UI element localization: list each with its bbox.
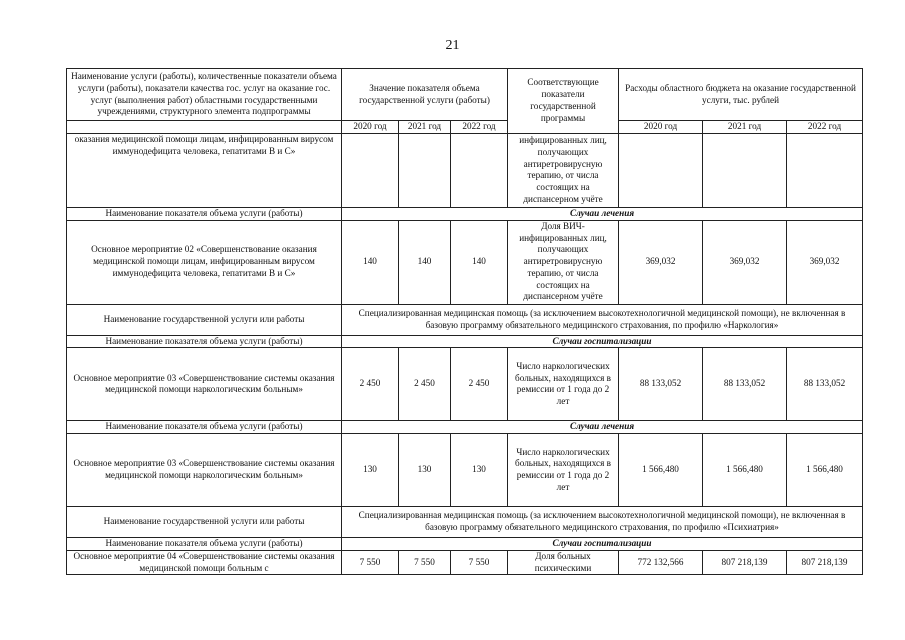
page-number: 21 (445, 38, 460, 53)
row-label: Наименование показателя объема услуги (работы) (67, 538, 342, 551)
value-cell: 88 133,052 (703, 348, 787, 421)
value-cell: 7 550 (451, 550, 508, 575)
service-row (67, 304, 863, 335)
measure-name: оказания медицинской помощи лицам, инфицированным вирусом иммунодефицита человека, гепатитами B и C» (67, 133, 342, 207)
row-label: Наименование государственной услуги или работы (67, 304, 342, 335)
volume-label-row (67, 538, 863, 551)
measure-name: Основное мероприятие 03 «Совершенствование системы оказания медицинской помощи наркологическим больным» (67, 348, 342, 421)
indicator-cell: Число наркологических больных, находящихся в ремиссии от 1 года до 2 лет (508, 434, 619, 507)
value-cell: 1 566,480 (619, 434, 703, 507)
value-cell: 1 566,480 (703, 434, 787, 507)
measure-name: Основное мероприятие 03 «Совершенствование системы оказания медицинской помощи наркологическим больным» (67, 434, 342, 507)
header-year: 2020 год (619, 121, 703, 134)
row-label: Наименование показателя объема услуги (работы) (67, 207, 342, 220)
table-row (67, 550, 863, 575)
header-volume: Значение показателя объема государственной услуги (работы) (342, 69, 508, 121)
indicator-cell: инфицированных лиц, получающих антиретровирусную терапию, от числа состоящих на диспансерном учёте (508, 133, 619, 207)
row-label: Наименование показателя объема услуги (работы) (67, 335, 342, 348)
value-cell: 2 450 (451, 348, 508, 421)
value-cell: 130 (342, 434, 399, 507)
row-label: Наименование показателя объема услуги (работы) (67, 421, 342, 434)
indicator-cell: Доля ВИЧ-инфицированных лиц, получающих антиретровирусную терапию, от числа состоящих на диспансерном учёте (508, 220, 619, 304)
value-cell: 772 132,566 (619, 550, 703, 575)
header-indicators: Соответствующие показатели государственной программы (508, 69, 619, 134)
value-cell (703, 133, 787, 207)
volume-type: Случаи лечения (342, 421, 863, 434)
value-cell: 369,032 (619, 220, 703, 304)
value-cell: 130 (451, 434, 508, 507)
header-service-name: Наименование услуги (работы), количественные показатели объема услуги (работы), показатели качества гос. услуг на оказание гос. услуг (выполнения работ) областными государственными учреждениями, структурного элемента подпрограммы (67, 69, 342, 121)
volume-type: Случаи лечения (342, 207, 863, 220)
row-label: Наименование государственной услуги или работы (67, 507, 342, 538)
indicator-cell: Число наркологических больных, находящихся в ремиссии от 1 года до 2 лет (508, 348, 619, 421)
value-cell: 88 133,052 (787, 348, 863, 421)
value-cell: 140 (399, 220, 451, 304)
value-cell: 7 550 (399, 550, 451, 575)
value-cell (399, 133, 451, 207)
header-row (67, 69, 863, 121)
indicator-cell: Доля больных психическими (508, 550, 619, 575)
table-row (67, 220, 863, 304)
service-name: Специализированная медицинская помощь (за исключением высокотехнологичной медицинской помощи), не включенная в базовую программу обязательного медицинского страхования, по профилю «Наркология» (342, 304, 863, 335)
header-year: 2022 год (451, 121, 508, 134)
value-cell: 807 218,139 (703, 550, 787, 575)
measure-name: Основное мероприятие 02 «Совершенствование оказания медицинской помощи лицам, инфицированным вирусом иммунодефицита человека, гепатитами B и C» (67, 220, 342, 304)
table-row (67, 348, 863, 421)
value-cell: 2 450 (342, 348, 399, 421)
value-cell: 369,032 (703, 220, 787, 304)
value-cell (451, 133, 508, 207)
value-cell: 88 133,052 (619, 348, 703, 421)
value-cell: 369,032 (787, 220, 863, 304)
table-row (67, 434, 863, 507)
value-cell: 130 (399, 434, 451, 507)
service-row (67, 507, 863, 538)
budget-table (66, 68, 863, 575)
value-cell: 140 (451, 220, 508, 304)
measure-name: Основное мероприятие 04 «Совершенствование системы оказания медицинской помощи больным с (67, 550, 342, 575)
value-cell: 1 566,480 (787, 434, 863, 507)
header-year: 2020 год (342, 121, 399, 134)
volume-type: Случаи госпитализации (342, 538, 863, 551)
header-year: 2021 год (399, 121, 451, 134)
table-row (67, 133, 863, 207)
volume-label-row (67, 335, 863, 348)
header-years-row (67, 121, 863, 134)
service-name: Специализированная медицинская помощь (за исключением высокотехнологичной медицинской помощи), не включенная в базовую программу обязательного медицинского страхования, по профилю «Психиатрия» (342, 507, 863, 538)
value-cell: 7 550 (342, 550, 399, 575)
header-blank (67, 121, 342, 134)
header-year: 2022 год (787, 121, 863, 134)
volume-label-row (67, 207, 863, 220)
value-cell: 807 218,139 (787, 550, 863, 575)
value-cell: 2 450 (399, 348, 451, 421)
header-year: 2021 год (703, 121, 787, 134)
value-cell (619, 133, 703, 207)
volume-type: Случаи госпитализации (342, 335, 863, 348)
header-expenses: Расходы областного бюджета на оказание государственной услуги, тыс. рублей (619, 69, 863, 121)
value-cell: 140 (342, 220, 399, 304)
value-cell (787, 133, 863, 207)
volume-label-row (67, 421, 863, 434)
value-cell (342, 133, 399, 207)
